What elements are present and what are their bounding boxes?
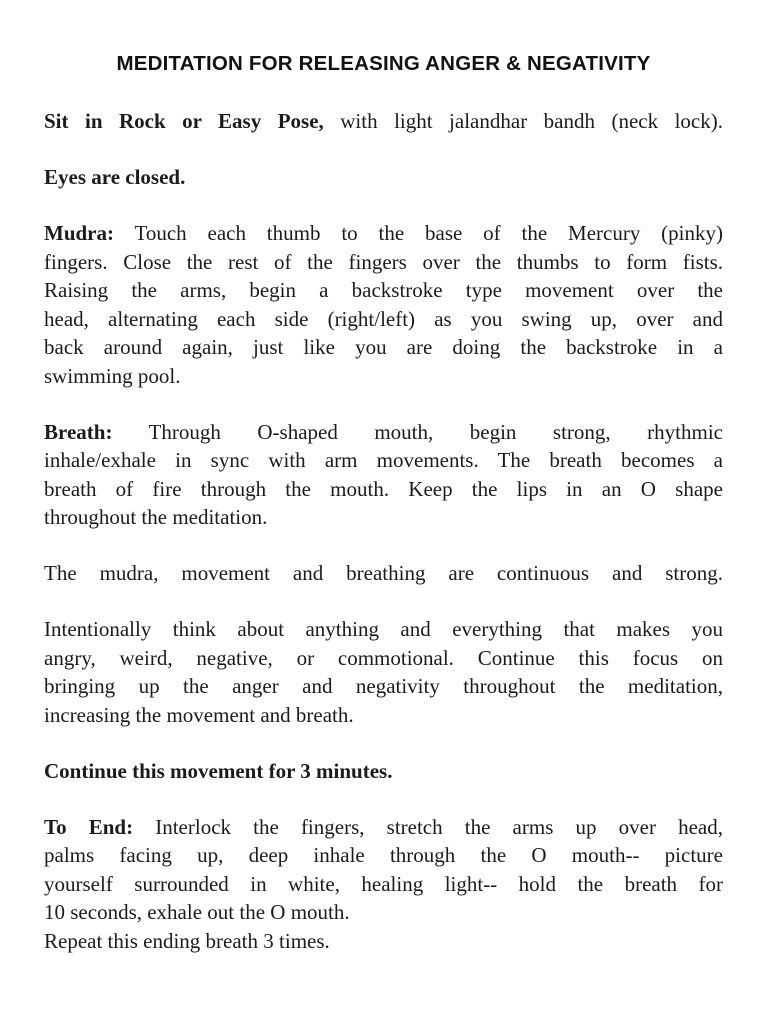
text-segment: head, alternating each side (right/left) as you swing up, over and (44, 306, 723, 331)
text-segment: Raising the arms, begin a backstroke type movement over the (44, 278, 723, 302)
text-line (44, 672, 723, 701)
text-segment: swimming pool. (44, 363, 181, 388)
text-segment: Repeat this ending breath 3 times. (44, 928, 330, 953)
text-line (44, 898, 723, 927)
paragraph-mudra (44, 219, 723, 390)
paragraph-duration (44, 757, 723, 786)
text-segment: increasing the movement and breath. (44, 702, 354, 727)
text-line (44, 248, 723, 277)
text-line (44, 475, 723, 504)
paragraph-posture (44, 107, 723, 136)
paragraph-breath (44, 418, 723, 532)
text-segment: Intentionally think about anything and everything that makes you (44, 617, 723, 641)
text-segment: Interlock the fingers, stretch the arms up over head, (133, 814, 723, 839)
paragraph-to-end (44, 813, 723, 956)
text-line (44, 813, 723, 842)
bold-lead-text: To End: (44, 814, 134, 839)
text-line (44, 701, 723, 730)
bold-lead-text: Mudra: (44, 221, 114, 245)
text-line (44, 870, 723, 899)
paragraph-eyes (44, 163, 723, 192)
text-line (44, 305, 723, 334)
text-segment: inhale/exhale in sync with arm movements. The breath becomes a (44, 448, 723, 472)
text-line (44, 559, 723, 588)
text-line (44, 841, 723, 870)
text-line (44, 418, 723, 447)
paragraph-continuous (44, 559, 723, 588)
text-line (44, 615, 723, 644)
text-line (44, 219, 723, 248)
text-line (44, 107, 723, 136)
text-segment: 10 seconds, exhale out the O mouth. (44, 900, 350, 924)
document-body (44, 107, 723, 955)
text-segment: with light jalandhar bandh (neck lock). (323, 109, 723, 133)
text-segment: Through O-shaped mouth, begin strong, rhythmic (112, 419, 723, 444)
bold-lead-text: Eyes are closed. (44, 165, 186, 189)
text-segment: The mudra, movement and breathing are continuous and strong. (44, 561, 723, 585)
text-segment: angry, weird, negative, or commotional. Continue this focus on (44, 645, 723, 670)
text-segment: fingers. Close the rest of the fingers over the thumbs to form fists. (44, 249, 723, 274)
text-segment: bringing up the anger and negativity throughout the meditation, (44, 674, 723, 698)
text-line (44, 644, 723, 673)
bold-lead-text: Continue this movement for 3 minutes. (44, 758, 393, 783)
text-segment: Touch each thumb to the base of the Mercury (pinky) (114, 221, 723, 245)
text-line (44, 276, 723, 305)
text-line (44, 757, 723, 786)
text-segment: throughout the meditation. (44, 505, 268, 529)
text-line (44, 362, 723, 391)
text-segment: palms facing up, deep inhale through the O mouth-- picture (44, 843, 723, 867)
paragraph-focus (44, 615, 723, 729)
text-line (44, 927, 723, 956)
text-line (44, 503, 723, 532)
text-line (44, 163, 723, 192)
text-segment: back around again, just like you are doing the backstroke in a (44, 335, 723, 359)
bold-lead-text: Sit in Rock or Easy Pose, (44, 109, 324, 133)
text-line (44, 333, 723, 362)
text-line (44, 446, 723, 475)
text-segment: breath of fire through the mouth. Keep the lips in an O shape (44, 476, 723, 501)
document-title: MEDITATION FOR RELEASING ANGER & NEGATIVITY (116, 52, 651, 75)
bold-lead-text: Breath: (44, 419, 113, 444)
text-segment: yourself surrounded in white, healing light-- hold the breath for (44, 871, 723, 896)
